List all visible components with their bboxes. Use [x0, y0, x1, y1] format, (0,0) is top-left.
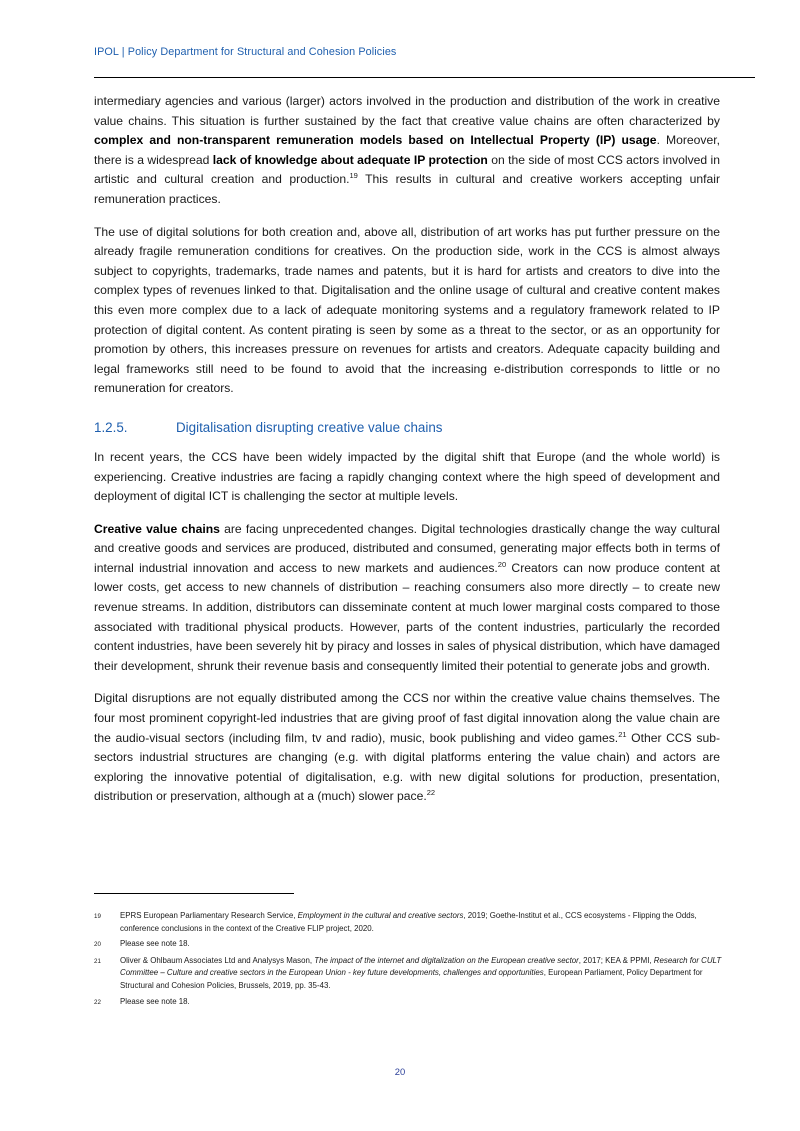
- section-number: 1.2.5.: [94, 419, 128, 435]
- header-title: IPOL | Policy Department for Structural and Cohesion Policies: [94, 46, 397, 58]
- footnote-item: [94, 910, 734, 935]
- footnote-item: [94, 996, 734, 1010]
- footnote-number: 19: [94, 913, 101, 920]
- footnote-number: 21: [94, 957, 101, 965]
- running-header: [94, 45, 756, 59]
- footnote-item: [94, 955, 734, 993]
- paragraph-digital-disruptions: Digital disruptions are not equally distributed among the CCS nor within the creative value chains themselves. The four most prominent copyright-led industries that are giving proof of fast digital innovation along the value chain are the audio-visual sectors (including film, tv and radio), music, book publishing and video games.$^{21}$ Other CCS sub-sectors industrial structures are changing (e.g. with digital platforms entering the value chain) and actors are exploring the innovative potential of digitalisation, e.g. with new digital solutions for production, presentation, distribution or preservation, although at a (much) slower pace.$^{22}$: [94, 691, 720, 804]
- footnote-number: 22: [94, 998, 101, 1006]
- section-title: Digitalisation disrupting creative value chains: [176, 419, 443, 435]
- section-heading: [94, 419, 720, 437]
- footnote-separator: [94, 893, 294, 894]
- footnote-text: Please see note 18.: [120, 939, 190, 949]
- paragraph-creative-value-chains: Creative value chains are facing unprecedented changes. Digital technologies drastically change the way cultural and creative goods and services are produced, distributed and consumed, generating major effects both in terms of internal industrial innovation and access to new markets and audiences.$^{20}$ Creators can now produce content at lower costs, get access to new channels of distribution – reaching consumers also more directly – to create new revenue streams. In addition, distributors can disseminate content at much lower marginal costs compared to those associated with traditional physical products. However, parts of the content industries, particularly the recorded content industries, have been severely hit by piracy and losses in sales of physical distribution, which have damaged their development, shrunk their revenue basis and consequently limited their potential to generate jobs and growth.: [94, 521, 720, 673]
- footnote-area: [94, 893, 734, 1012]
- footnote-item: [94, 938, 734, 952]
- footnote-number: 20: [94, 941, 101, 949]
- footnote-list: [94, 910, 734, 1009]
- paragraph-intermediary-agencies: intermediary agencies and various (larger) actors involved in the production and distribution of the work in creative value chains. This situation is further sustained by the fact that creative value chains are often characterized by complex and non-transparent remuneration models based on Intellectual Property (IP) usage. Moreover, there is a widespread lack of knowledge about adequate IP protection on the side of most CCS actors involved in artistic and cultural creation and production.$^{19}$ This results in cultural and creative workers accepting unfair remuneration practices.: [94, 94, 720, 206]
- footnote-text: EPRS European Parliamentary Research Service, Employment in the cultural and creative sectors, 2019; Goethe-Institut et al., CCS ecosystems - Flipping the Odds, conference conclusions in the context of the Creative FLIP project, 2020.: [120, 911, 697, 933]
- footnote-text: Please see note 18.: [120, 996, 190, 1006]
- page-number: 20: [394, 1066, 406, 1077]
- paragraph-digital-solutions: The use of digital solutions for both creation and, above all, distribution of art works has put further pressure on the already fragile remuneration conditions for creatives. On the production side, work in the CCS is almost always subject to copyrights, trademarks, trade names and patents, but it is hard for artists and creators to dive into the complex types of revenues linked to that. Digitalisation and the online usage of cultural and creative content makes this even more complex due to a lack of adequate monitoring systems and a regulatory framework related to IP protection of digital content. As content pirating is seen by some as a threat to the sector, or as an opportunity for promotion by others, this increases pressure on revenues for artists and creators. Adequate capacity building and legal frameworks still need to be found to avoid that the increasing e-distribution corresponds to little or no remuneration for creators.: [94, 224, 720, 396]
- footnote-text: Oliver & Ohlbaum Associates Ltd and Analysys Mason, The impact of the internet and digitalization on the European creative sector, 2017; KEA & PPMI, Research for CULT Committee – Culture and creative sectors in the European Union - key future developments, challenges and opportunities, European Parliament, Policy Department for Structural and Cohesion Policies, Brussels, 2019, pp. 35-43.: [120, 955, 722, 990]
- paragraph-recent-years: In recent years, the CCS have been widely impacted by the digital shift that Europe (and the whole world) is experiencing. Creative industries are facing a rapidly changing context where the high speed of development and deployment of digital ICT is challenging the sector at multiple levels.: [94, 449, 720, 504]
- header-rule: [94, 77, 755, 78]
- document-body: [94, 92, 720, 807]
